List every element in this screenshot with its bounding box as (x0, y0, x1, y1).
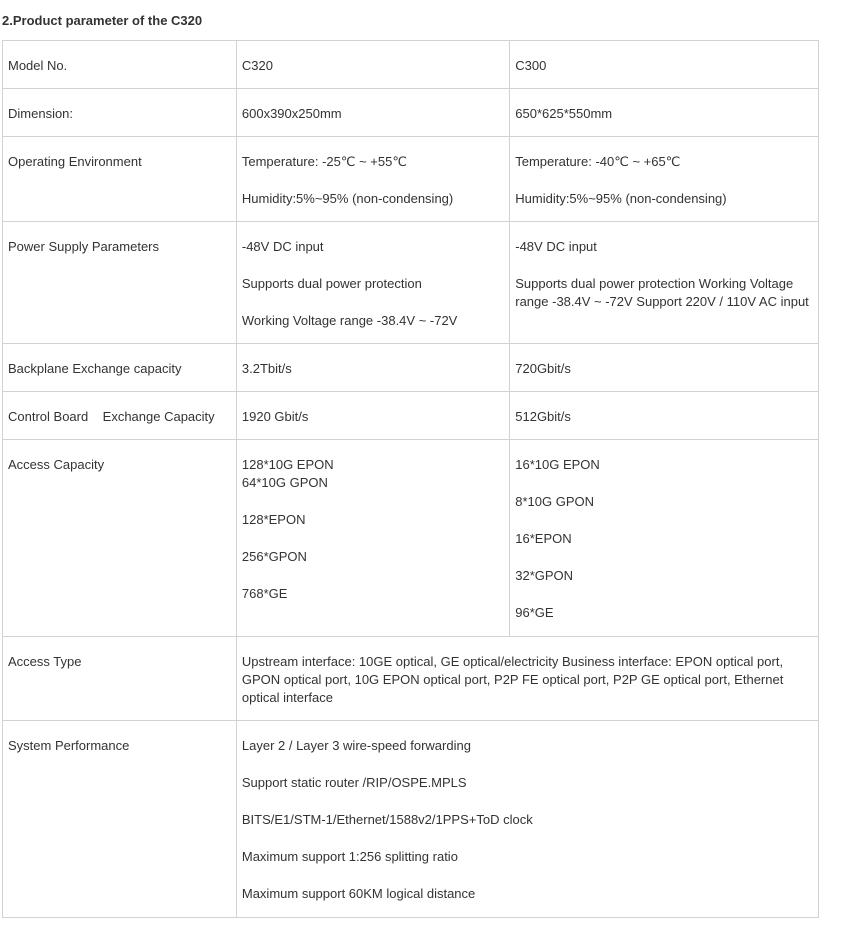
c320-temperature: Temperature: -25℃ ~ +55℃ (241, 154, 407, 169)
table-row-access-capacity (3, 440, 819, 637)
cell-model-c320: C320 (236, 41, 509, 89)
table-row-dimension (3, 89, 819, 137)
cell-control-board-c300: 512Gbit/s (510, 392, 819, 440)
list-item: Support static router /RIP/OSPE.MPLS (241, 775, 467, 790)
table-row-access-type (3, 637, 819, 721)
row-label-backplane: Backplane Exchange capacity (3, 344, 237, 392)
row-label-system-performance: System Performance (3, 721, 237, 918)
row-label-environment: Operating Environment (3, 137, 237, 222)
table-row-power (3, 222, 819, 344)
list-item: 32*GPON (515, 568, 574, 583)
row-label-power: Power Supply Parameters (3, 222, 237, 344)
cell-environment-c320 (236, 137, 509, 222)
c300-temperature: Temperature: -40℃ ~ +65℃ (515, 154, 681, 169)
list-item: 8*10G GPON (515, 494, 595, 509)
list-item: Layer 2 / Layer 3 wire-speed forwarding (241, 738, 471, 753)
cell-access-capacity-c320 (236, 440, 509, 637)
c300-power-details: Supports dual power protection Working Voltage range -38.4V ~ -72V Support 220V / 110V AC input (515, 276, 809, 309)
cell-dimension-c300: 650*625*550mm (510, 89, 819, 137)
cell-power-c320 (236, 222, 509, 344)
table-row-model (3, 41, 819, 89)
product-parameter-table (2, 40, 819, 918)
cell-environment-c300 (510, 137, 819, 222)
cell-backplane-c300: 720Gbit/s (510, 344, 819, 392)
c300-humidity: Humidity:5%~95% (non-condensing) (515, 191, 727, 206)
section-heading: 2.Product parameter of the C320 (2, 13, 203, 28)
table-row-control-board (3, 392, 819, 440)
list-item: Maximum support 1:256 splitting ratio (241, 849, 458, 864)
list-item: BITS/E1/STM-1/Ethernet/1588v2/1PPS+ToD clock (241, 812, 533, 827)
table-row-system-performance (3, 721, 819, 918)
c320-humidity: Humidity:5%~95% (non-condensing) (241, 191, 454, 206)
c320-power-protection: Supports dual power protection (241, 276, 422, 291)
cell-backplane-c320: 3.2Tbit/s (236, 344, 509, 392)
list-item: 16*10G EPON (515, 457, 600, 472)
table-row-environment (3, 137, 819, 222)
row-label-access-type: Access Type (3, 637, 237, 721)
c300-power-input: -48V DC input (515, 239, 597, 254)
row-label-model: Model No. (3, 41, 237, 89)
cell-access-capacity-c300 (510, 440, 819, 637)
table-row-backplane (3, 344, 819, 392)
cell-system-performance (236, 721, 818, 918)
list-item: 16*EPON (515, 531, 572, 546)
row-label-control-board: Control Board Exchange Capacity (3, 392, 237, 440)
cell-access-type: Upstream interface: 10GE optical, GE optical/electricity Business interface: EPON optical port, GPON optical port, 10G EPON optical port, P2P FE optical port, P2P GE optical port, Ethernet optical interface (236, 637, 818, 721)
list-item: 96*GE (515, 605, 554, 620)
c320-power-input: -48V DC input (241, 239, 324, 254)
cell-model-c300: C300 (510, 41, 819, 89)
cell-power-c300 (510, 222, 819, 344)
cell-dimension-c320: 600x390x250mm (236, 89, 509, 137)
list-item: 768*GE (241, 586, 288, 601)
list-item: 128*EPON (241, 512, 306, 527)
list-item: 256*GPON (241, 549, 307, 564)
row-label-dimension: Dimension: (3, 89, 237, 137)
list-item: Maximum support 60KM logical distance (241, 886, 476, 901)
list-item: 128*10G EPON (241, 457, 334, 472)
cell-control-board-c320: 1920 Gbit/s (236, 392, 509, 440)
row-label-access-capacity: Access Capacity (3, 440, 237, 637)
c320-working-voltage: Working Voltage range -38.4V ~ -72V (241, 313, 458, 328)
list-item: 64*10G GPON (241, 475, 328, 490)
